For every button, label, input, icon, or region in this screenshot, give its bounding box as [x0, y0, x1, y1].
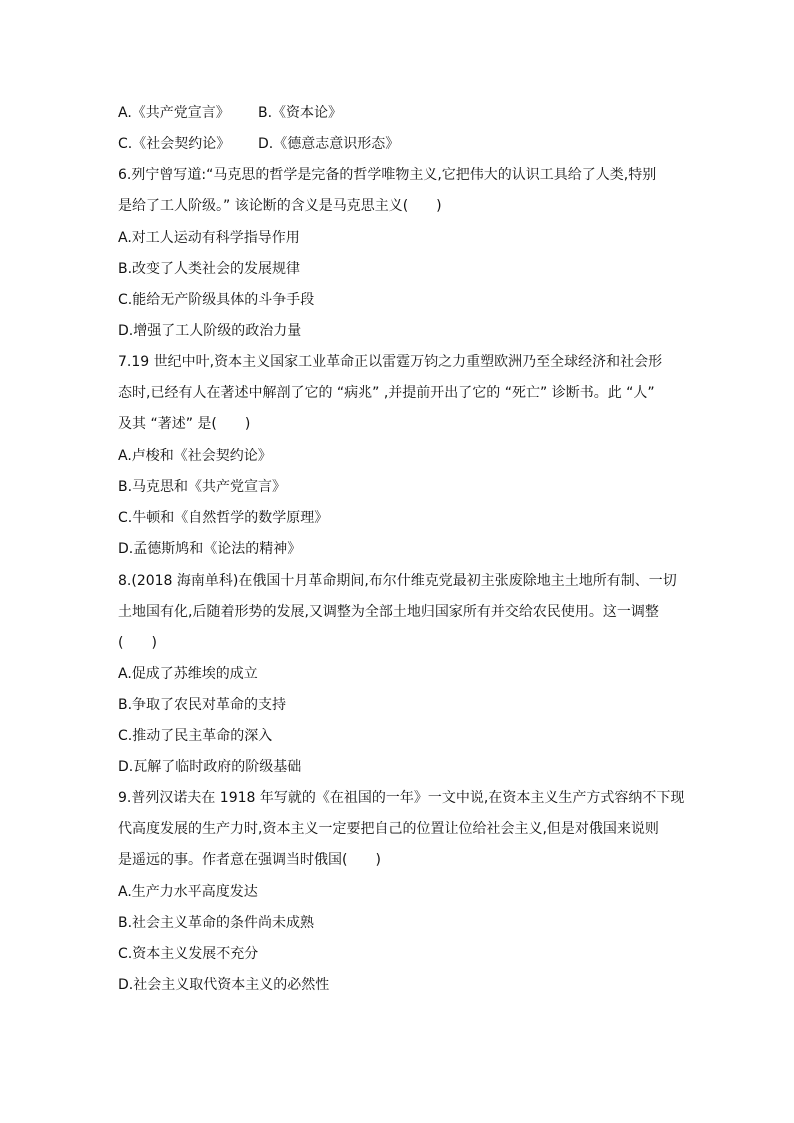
q9-option-b: B.社会主义革命的条件尚未成熟	[118, 915, 315, 931]
q5-option-row-ab	[118, 104, 688, 122]
q7-stem-line-3: 及其 “著述” 是( )	[118, 416, 251, 432]
q8-stem-line-1: 8.(2018 海南单科)在俄国十月革命期间,布尔什维克党最初主张废除地主土地所有制、一切	[118, 573, 677, 589]
q5-option-c: C.《社会契约论》	[118, 136, 231, 152]
q7-stem-line-2: 态时,已经有人在著述中解剖了它的 “病兆” ,并提前开出了它的 “死亡” 诊断书。此 “人”	[118, 385, 655, 401]
q7-option-c: C.牛顿和《自然哲学的数学原理》	[118, 510, 329, 526]
q8-stem-line-3: ( )	[118, 635, 157, 651]
q8-option-a: A.促成了苏维埃的成立	[118, 666, 258, 682]
q6-option-a: A.对工人运动有科学指导作用	[118, 230, 300, 246]
q8-option-c: C.推动了民主革命的深入	[118, 728, 273, 744]
q9-option-d: D.社会主义取代资本主义的必然性	[118, 977, 330, 993]
q5-option-a: A.《共产党宣言》	[118, 105, 230, 121]
q6-stem-line-1: 6.列宁曾写道:“马克思的哲学是完备的哲学唯物主义,它把伟大的认识工具给了人类,特别	[118, 167, 657, 183]
q7-option-d: D.孟德斯鸠和《论法的精神》	[118, 541, 302, 557]
q5-option-b: B.《资本论》	[258, 105, 343, 121]
q7-option-a: A.卢梭和《社会契约论》	[118, 448, 272, 464]
q9-stem-line-2: 代高度发展的生产力时,资本主义一定要把自己的位置让位给社会主义,但是对俄国来说则	[118, 821, 659, 837]
q7-option-b: B.马克思和《共产党宣言》	[118, 479, 287, 495]
q8-option-d: D.瓦解了临时政府的阶级基础	[118, 759, 302, 775]
q6-option-c: C.能给无产阶级具体的斗争手段	[118, 292, 315, 308]
q7-stem-line-1: 7.19 世纪中叶,资本主义国家工业革命正以雷霆万钧之力重塑欧洲乃至全球经济和社会形	[118, 354, 663, 370]
q5-option-row-cd	[118, 135, 688, 153]
q9-stem-line-1: 9.普列汉诺夫在 1918 年写就的《在祖国的一年》一文中说,在资本主义生产方式容纳不下现	[118, 790, 685, 806]
q5-option-d: D.《德意志意识形态》	[258, 136, 400, 152]
q8-stem-line-2: 土地国有化,后随着形势的发展,又调整为全部土地归国家所有并交给农民使用。这一调整	[118, 604, 659, 620]
q8-option-b: B.争取了农民对革命的支持	[118, 697, 287, 713]
q6-option-d: D.增强了工人阶级的政治力量	[118, 323, 302, 339]
q9-stem-line-3: 是遥远的事。作者意在强调当时俄国( )	[118, 852, 381, 868]
q6-option-b: B.改变了人类社会的发展规律	[118, 261, 301, 277]
q9-option-c: C.资本主义发展不充分	[118, 946, 259, 962]
q6-stem-line-2: 是给了工人阶级。” 该论断的含义是马克思主义( )	[118, 198, 442, 214]
q9-option-a: A.生产力水平高度发达	[118, 884, 258, 900]
